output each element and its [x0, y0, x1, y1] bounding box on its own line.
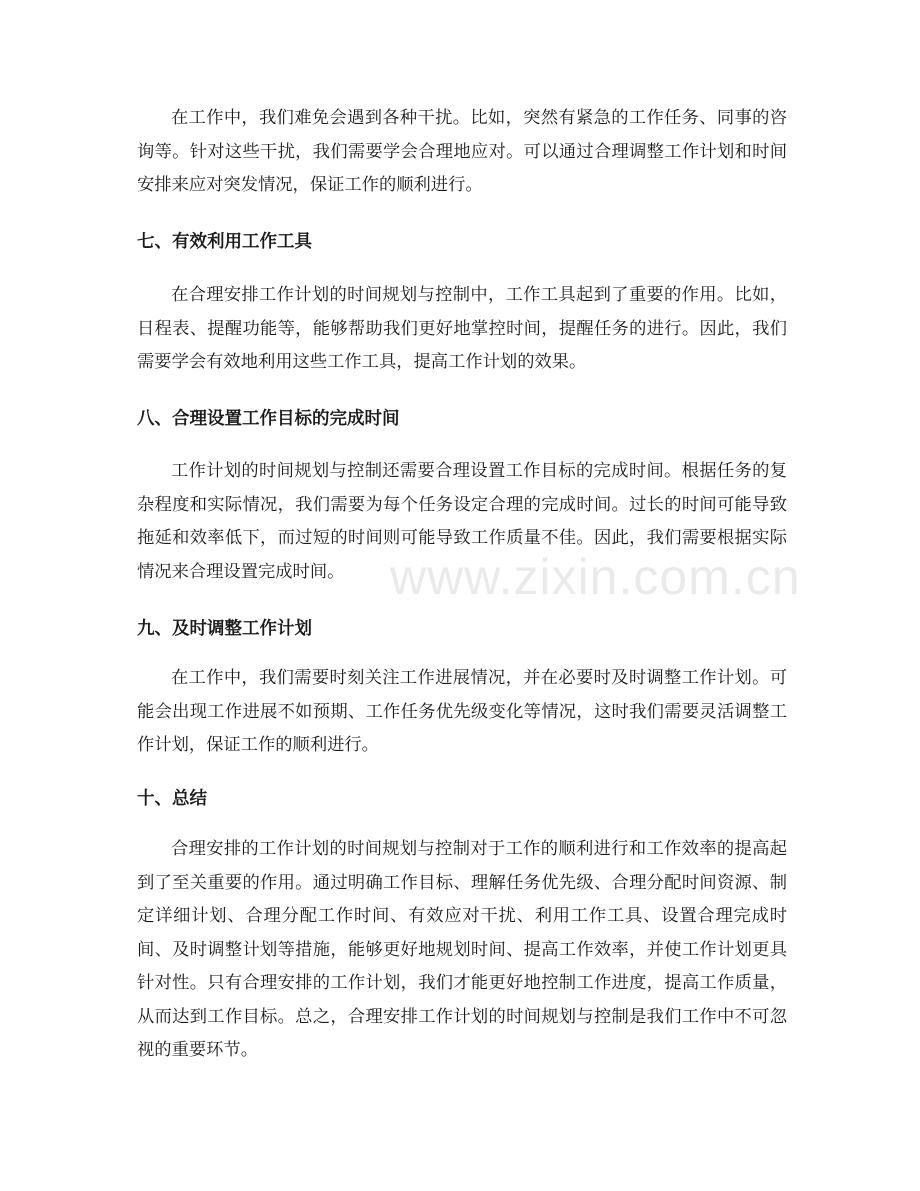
- section-7-paragraph: 在合理安排工作计划的时间规划与控制中，工作工具起到了重要的作用。比如，日程表、提醒功能等，能够帮助我们更好地掌控时间，提醒任务的进行。因此，我们需要学会有效地利用这些工作工具，提高工作计划的效果。: [137, 285, 787, 372]
- watermark: www.zixin.com.cn: [390, 549, 801, 605]
- section-8-paragraph: 工作计划的时间规划与控制还需要合理设置工作目标的完成时间。根据任务的复杂程度和实际情况，我们需要为每个任务设定合理的完成时间。过长的时间可能导致拖延和效率低下，而过短的时间则可能导致工作质量不佳。因此，我们需要根据实际情况来合理设置完成时间。: [137, 461, 787, 582]
- section-7-heading: 七、有效利用工作工具: [137, 232, 312, 252]
- intro-paragraph: 在工作中，我们难免会遇到各种干扰。比如，突然有紧急的工作任务、同事的咨询等。针对这些干扰，我们需要学会合理地应对。可以通过合理调整工作计划和时间安排来应对突发情况，保证工作的顺利进行。: [137, 108, 787, 195]
- section-9-paragraph: 在工作中，我们需要时刻关注工作进展情况，并在必要时及时调整工作计划。可能会出现工作进展不如预期、工作任务优先级变化等情况，这时我们需要灵活调整工作计划，保证工作的顺利进行。: [137, 668, 787, 755]
- section-9-heading: 九、及时调整工作计划: [137, 619, 312, 639]
- section-8-heading: 八、合理设置工作目标的完成时间: [137, 409, 400, 429]
- section-10-paragraph: 合理安排的工作计划的时间规划与控制对于工作的顺利进行和工作效率的提高起到了至关重要的作用。通过明确工作目标、理解任务优先级、合理分配时间资源、制定详细计划、合理分配工作时间、有效应对干扰、利用工作工具、设置合理完成时间、及时调整计划等措施，能够更好地规划时间、提高工作效率，并使工作计划更具针对性。只有合理安排的工作计划，我们才能更好地控制工作进度，提高工作质量，从而达到工作目标。总之，合理安排工作计划的时间规划与控制是我们工作中不可忽视的重要环节。: [137, 839, 787, 1060]
- section-10-heading: 十、总结: [137, 789, 207, 809]
